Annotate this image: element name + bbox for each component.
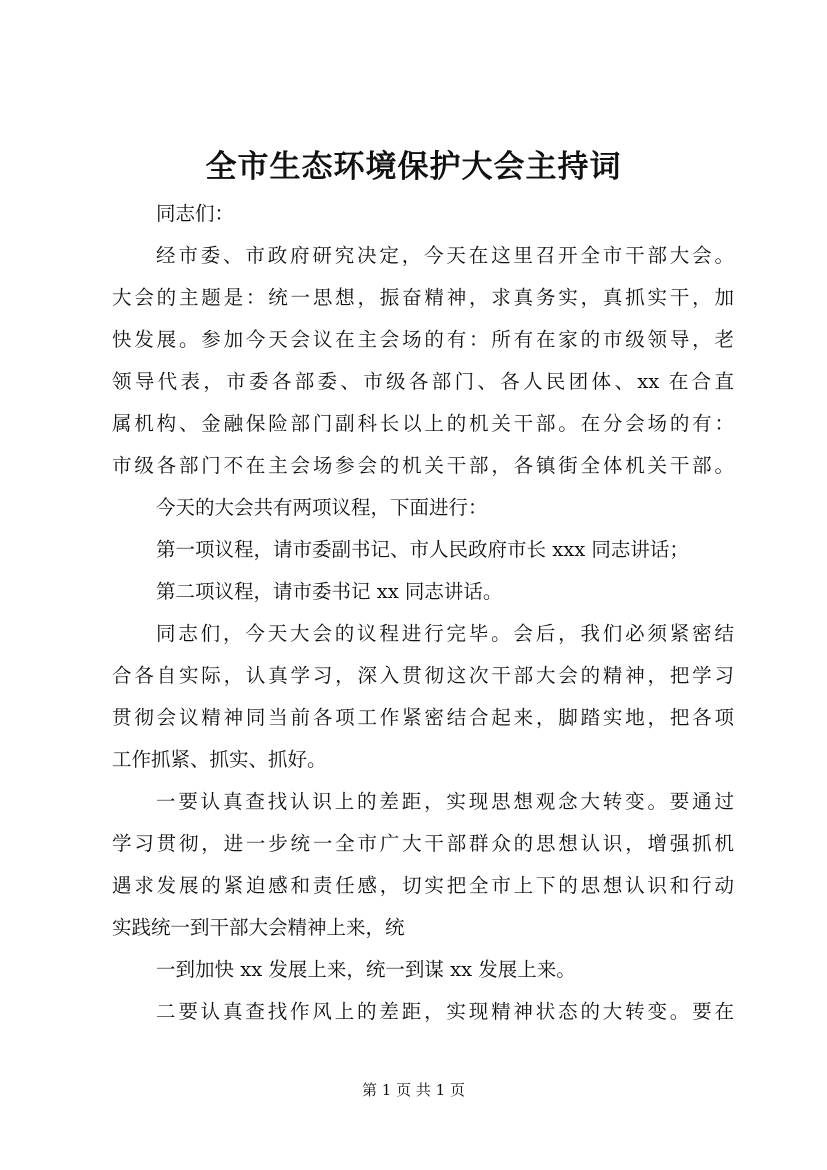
- paragraph-line: 市级各部门不在主会场参会的机关干部，各镇街全体机关干部。: [112, 454, 734, 477]
- agenda-item-2: 第二项议程，请市委书记 xx 同志讲话。: [156, 580, 503, 603]
- agenda-item-1: 第一项议程，请市委副书记、市人民政府市长 xxx 同志讲话；: [156, 538, 689, 561]
- document-title: 全市生态环境保护大会主持词: [205, 149, 622, 185]
- paragraph-line: 一要认真查找认识上的差距，实现思想观念大转变。要通过: [156, 790, 734, 813]
- paragraph-line: 快发展。参加今天会议在主会场的有：所有在家的市级领导，老: [112, 328, 734, 351]
- paragraph-line: 今天的大会共有两项议程，下面进行：: [156, 496, 488, 519]
- paragraph-line: 贯彻会议精神同当前各项工作紧密结合起来，脚踏实地，把各项: [112, 706, 734, 729]
- paragraph-line: 属机构、金融保险部门副科长以上的机关干部。在分会场的有：: [112, 412, 734, 435]
- paragraph-line: 一到加快 xx 发展上来，统一到谋 xx 发展上来。: [156, 958, 576, 981]
- paragraph-line: 遇求发展的紧迫感和责任感，切实把全市上下的思想认识和行动: [112, 874, 734, 897]
- greeting-line: 同志们：: [156, 202, 235, 225]
- paragraph-line: 二要认真查找作风上的差距，实现精神状态的大转变。要在: [156, 1000, 734, 1023]
- document-body: [112, 193, 734, 1033]
- page-footer: 第 1 页 共 1 页: [362, 1081, 465, 1099]
- paragraph-line: 同志们，今天大会的议程进行完毕。会后，我们必须紧密结: [156, 622, 734, 645]
- paragraph-line: 合各自实际，认真学习，深入贯彻这次干部大会的精神，把学习: [112, 664, 734, 687]
- paragraph-line: 工作抓紧、抓实、抓好。: [112, 748, 327, 771]
- paragraph-line: 学习贯彻，进一步统一全市广大干部群众的思想认识，增强抓机: [112, 832, 734, 855]
- paragraph-line: 实践统一到干部大会精神上来，统: [112, 916, 405, 939]
- paragraph-line: 领导代表，市委各部委、市级各部门、各人民团体、xx 在合直: [112, 370, 734, 393]
- paragraph-line: 大会的主题是：统一思想，振奋精神，求真务实，真抓实干，加: [112, 286, 734, 309]
- paragraph-line: 经市委、市政府研究决定，今天在这里召开全市干部大会。: [156, 244, 734, 267]
